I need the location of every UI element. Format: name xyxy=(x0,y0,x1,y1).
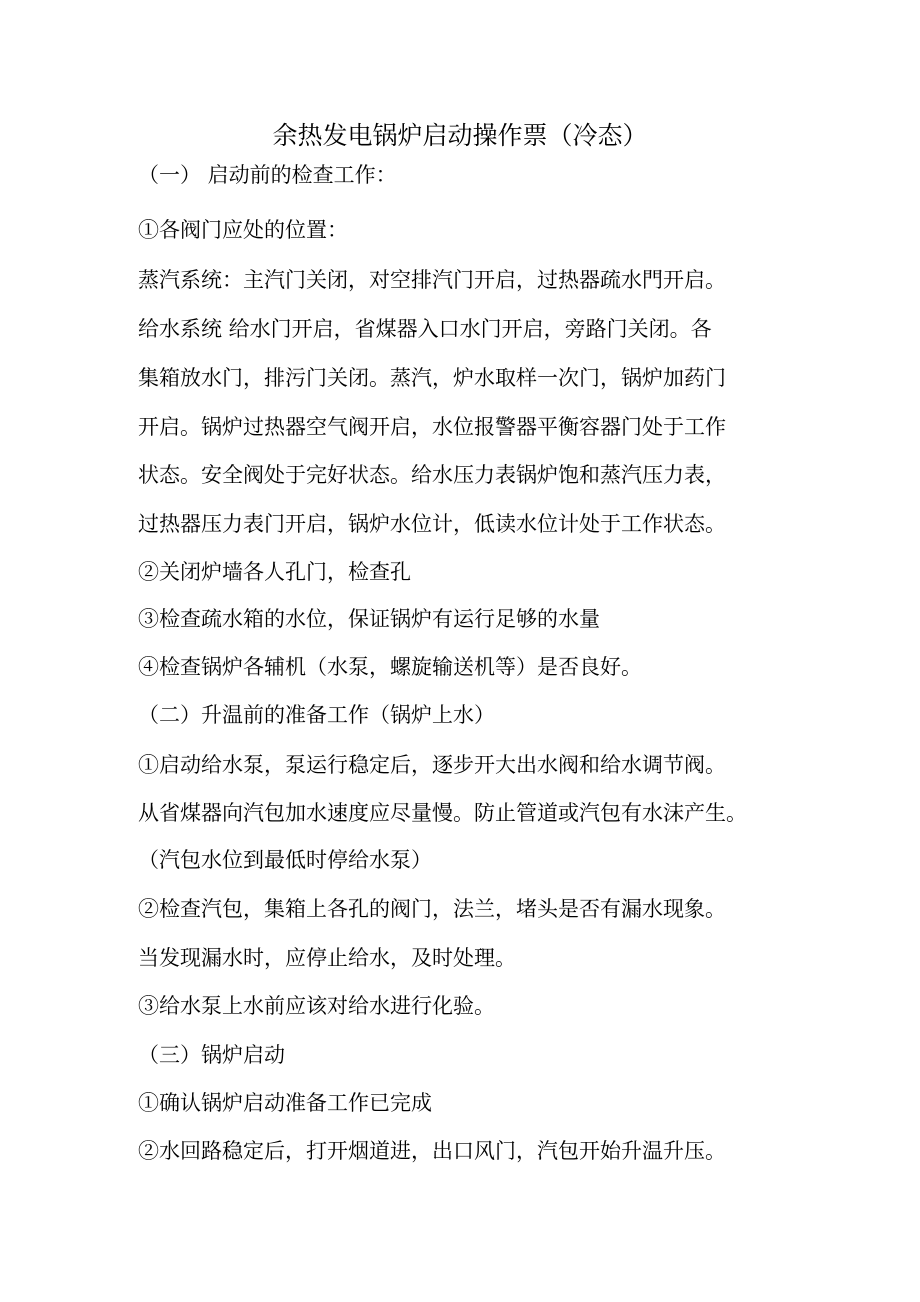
paragraph-line: 状态。安全阀处于完好状态。给水压力表锅炉饱和蒸汽压力表， xyxy=(138,463,726,487)
list-item: ①启动给水泵，泵运行稳定后，逐步开大出水阀和给水调节阀。 xyxy=(138,753,726,777)
list-item: ②关闭炉墙各人孔门，检查孔 xyxy=(138,560,411,584)
section-3-heading: （三）锅炉启动 xyxy=(138,1043,285,1067)
paragraph-line: 过热器压力表门开启，锅炉水位计，低读水位计处于工作状态。 xyxy=(138,512,726,536)
paragraph-line: 从省煤器向汽包加水速度应尽量慢。防止管道或汽包有水沫产生。 xyxy=(138,801,747,825)
paragraph-line: 集箱放水门，排污门关闭。蒸汽，炉水取样一次门，锅炉加药门 xyxy=(138,366,726,390)
list-item: ②检查汽包，集箱上各孔的阀门，法兰，堵头是否有漏水现象。 xyxy=(138,897,726,921)
list-item: ②水回路稳定后，打开烟道进，出口风门，汽包开始升温升压。 xyxy=(138,1139,726,1163)
list-item: ③检查疏水箱的水位，保证锅炉有运行足够的水量 xyxy=(138,607,600,631)
paragraph-line: 当发现漏水时，应停止给水，及时处理。 xyxy=(138,946,516,970)
list-item: ①确认锅炉启动准备工作已完成 xyxy=(138,1091,432,1115)
section-1-heading: （一） 启动前的检查工作： xyxy=(138,163,397,187)
list-item: ④检查锅炉各辅机（水泵，螺旋输送机等）是否良好。 xyxy=(138,655,642,679)
list-item: ③给水泵上水前应该对给水进行化验。 xyxy=(138,994,495,1018)
paragraph-line: 蒸汽系统：主汽门关闭，对空排汽门开启，过热器疏水門开启。 xyxy=(138,268,726,292)
valve-positions-heading: ①各阀门应处的位置： xyxy=(138,218,348,242)
paragraph-line: （汽包水位到最低时停给水泵） xyxy=(138,848,432,872)
document-title: 余热发电锅炉启动操作票（冷态） xyxy=(272,121,648,150)
paragraph-line: 给水系统 给水门开启，省煤器入口水门开启，旁路门关闭。各 xyxy=(138,317,712,341)
section-2-heading: （二）升温前的准备工作（锅炉上水） xyxy=(138,703,495,727)
paragraph-line: 开启。锅炉过热器空气阀开启，水位报警器平衡容器门处于工作 xyxy=(138,415,726,439)
